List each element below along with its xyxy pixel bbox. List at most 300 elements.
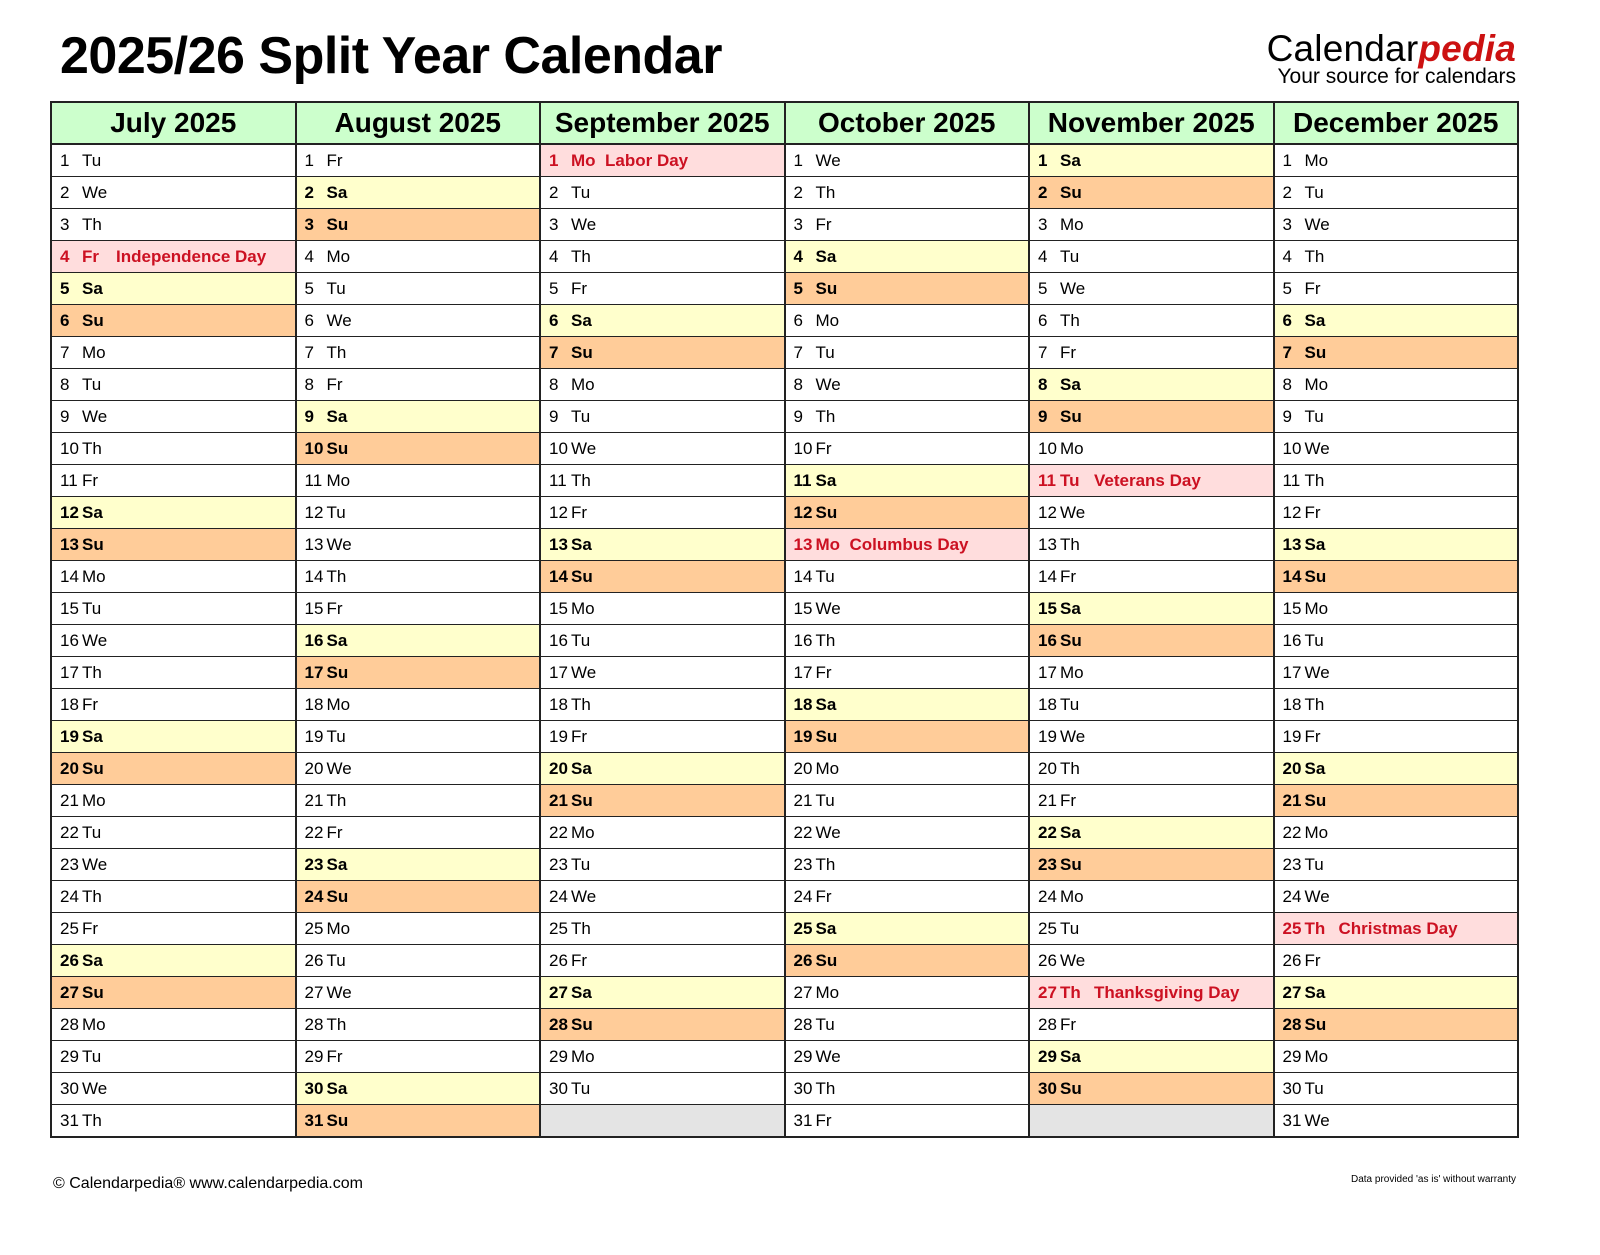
day-cell (1274, 1105, 1519, 1138)
day-number: 7 (60, 342, 70, 362)
month-header: August 2025 (296, 102, 541, 144)
day-cell (785, 881, 1030, 913)
day-number: 19 (60, 726, 79, 746)
day-cell (1029, 913, 1274, 945)
day-cell (785, 433, 1030, 465)
day-number: 29 (1282, 1046, 1302, 1066)
calendar-row (51, 305, 1518, 337)
day-number: 1 (1038, 150, 1048, 170)
weekday: Th (1060, 310, 1080, 330)
calendar-row (51, 369, 1518, 401)
weekday: We (326, 982, 352, 1002)
day-cell (51, 305, 296, 337)
weekday: We (1304, 214, 1330, 234)
day-cell (540, 945, 785, 977)
day-cell (540, 785, 785, 817)
day-cell (1274, 1041, 1519, 1073)
weekday: Tu (815, 342, 835, 362)
weekday: Th (82, 886, 102, 906)
day-cell (785, 1073, 1030, 1105)
day-number: 22 (1282, 822, 1302, 842)
day-cell (785, 369, 1030, 401)
day-cell (51, 497, 296, 529)
holiday-name: Independence Day (116, 246, 267, 266)
day-number: 28 (1038, 1014, 1057, 1034)
day-number: 5 (304, 278, 314, 298)
weekday: Fr (815, 662, 832, 682)
weekday: We (815, 822, 841, 842)
weekday: Tu (82, 822, 102, 842)
weekday: Su (815, 278, 838, 298)
calendar-body (51, 144, 1518, 1137)
day-cell (296, 657, 541, 689)
weekday: Sa (82, 726, 103, 746)
day-cell (785, 689, 1030, 721)
day-number: 12 (793, 502, 813, 522)
day-cell (51, 945, 296, 977)
weekday: Su (815, 726, 838, 746)
day-cell (296, 209, 541, 241)
day-number: 28 (1282, 1014, 1302, 1034)
weekday: Mo (82, 1014, 106, 1034)
day-cell (785, 657, 1030, 689)
day-number: 30 (304, 1078, 324, 1098)
day-number: 27 (549, 982, 568, 1002)
day-number: 4 (549, 246, 559, 266)
weekday: Fr (1060, 1014, 1077, 1034)
empty-day-cell (1029, 1105, 1274, 1138)
day-number: 5 (60, 278, 70, 298)
day-cell (296, 305, 541, 337)
day-cell (51, 433, 296, 465)
day-number: 20 (304, 758, 324, 778)
day-cell (1274, 273, 1519, 305)
day-number: 23 (793, 854, 813, 874)
day-cell (51, 849, 296, 881)
day-number: 24 (304, 886, 324, 906)
day-cell (296, 1041, 541, 1073)
weekday: Su (82, 982, 104, 1002)
day-cell (1029, 465, 1274, 497)
day-number: 14 (304, 566, 324, 586)
day-cell (540, 1041, 785, 1073)
day-cell (1274, 144, 1519, 177)
day-cell (1274, 465, 1519, 497)
day-cell (296, 1073, 541, 1105)
brand-logo[interactable] (1267, 30, 1516, 87)
day-number: 15 (60, 598, 79, 618)
day-cell (785, 721, 1030, 753)
weekday: Fr (1060, 566, 1077, 586)
weekday: Fr (571, 726, 588, 746)
day-number: 3 (304, 214, 314, 234)
holiday-name: Columbus Day (849, 534, 969, 554)
day-number: 4 (793, 246, 803, 266)
day-cell (540, 337, 785, 369)
day-number: 12 (60, 502, 79, 522)
weekday: Fr (82, 470, 99, 490)
weekday: Sa (1304, 982, 1326, 1002)
day-number: 29 (60, 1046, 79, 1066)
day-cell (51, 1041, 296, 1073)
day-cell (540, 177, 785, 209)
day-cell (1029, 593, 1274, 625)
day-cell (1029, 144, 1274, 177)
weekday: Fr (326, 150, 343, 170)
calendar-row (51, 913, 1518, 945)
day-number: 13 (304, 534, 324, 554)
weekday: We (815, 150, 841, 170)
day-cell (540, 561, 785, 593)
day-number: 28 (549, 1014, 568, 1034)
weekday: Th (815, 630, 836, 650)
day-cell (1029, 817, 1274, 849)
day-cell (1029, 497, 1274, 529)
day-cell (1274, 497, 1519, 529)
weekday: Tu (326, 950, 346, 970)
day-number: 16 (793, 630, 813, 650)
day-cell (296, 945, 541, 977)
day-number: 21 (1282, 790, 1302, 810)
day-number: 25 (1282, 918, 1302, 938)
weekday: Su (326, 1110, 349, 1130)
day-number: 9 (60, 406, 70, 426)
weekday: Fr (815, 438, 832, 458)
month-header: September 2025 (540, 102, 785, 144)
day-number: 31 (60, 1110, 79, 1130)
weekday: Sa (1304, 758, 1326, 778)
month-header: October 2025 (785, 102, 1030, 144)
weekday: Mo (326, 694, 351, 714)
weekday: We (1304, 662, 1330, 682)
day-cell (1029, 209, 1274, 241)
day-number: 20 (1282, 758, 1302, 778)
day-number: 30 (1038, 1078, 1057, 1098)
calendar-row (51, 689, 1518, 721)
day-number: 10 (304, 438, 324, 458)
weekday: We (1060, 502, 1086, 522)
weekday: Fr (326, 598, 343, 618)
day-cell (1029, 337, 1274, 369)
day-cell (540, 625, 785, 657)
weekday: Sa (326, 406, 348, 426)
weekday: Th (815, 854, 836, 874)
weekday: Fr (82, 694, 99, 714)
day-number: 25 (60, 918, 79, 938)
weekday: Tu (82, 374, 102, 394)
holiday-name: Christmas Day (1338, 918, 1458, 938)
weekday: Tu (82, 1046, 102, 1066)
day-number: 2 (304, 182, 314, 202)
day-number: 23 (1282, 854, 1302, 874)
holiday-name: Veterans Day (1094, 470, 1201, 490)
day-cell (51, 465, 296, 497)
day-number: 1 (304, 150, 314, 170)
day-cell (296, 977, 541, 1009)
day-cell (1274, 561, 1519, 593)
day-cell (785, 305, 1030, 337)
day-number: 2 (60, 182, 70, 202)
weekday: Th (1304, 246, 1325, 266)
day-cell (785, 497, 1030, 529)
day-cell (1274, 689, 1519, 721)
calendar-row (51, 625, 1518, 657)
day-number: 15 (304, 598, 324, 618)
day-number: 16 (1282, 630, 1302, 650)
day-number: 11 (60, 470, 78, 490)
calendar-row (51, 241, 1518, 273)
day-number: 18 (549, 694, 568, 714)
weekday: Th (1304, 470, 1325, 490)
calendar-row (51, 209, 1518, 241)
weekday: Mo (1304, 374, 1329, 394)
day-number: 17 (1282, 662, 1302, 682)
day-number: 11 (304, 470, 323, 490)
day-number: 17 (1038, 662, 1057, 682)
disclaimer-footer: Data provided 'as is' without warranty (1350, 1174, 1516, 1185)
day-number: 30 (549, 1078, 568, 1098)
weekday: Th (571, 246, 591, 266)
day-number: 9 (1038, 406, 1048, 426)
day-cell (1029, 977, 1274, 1009)
day-cell (296, 689, 541, 721)
day-cell (785, 913, 1030, 945)
day-number: 6 (304, 310, 314, 330)
weekday: We (571, 214, 597, 234)
weekday: Tu (1060, 470, 1080, 490)
holiday-name: Thanksgiving Day (1094, 982, 1240, 1002)
day-cell (1274, 433, 1519, 465)
weekday: Su (1304, 790, 1327, 810)
weekday: Th (326, 790, 347, 810)
day-cell (540, 849, 785, 881)
day-cell (540, 209, 785, 241)
day-cell (785, 209, 1030, 241)
day-number: 5 (549, 278, 559, 298)
day-cell (51, 241, 296, 273)
weekday: Sa (326, 630, 348, 650)
day-cell (296, 753, 541, 785)
day-cell (51, 401, 296, 433)
day-number: 10 (793, 438, 813, 458)
calendar-row (51, 433, 1518, 465)
weekday: Th (571, 470, 591, 490)
weekday: Fr (1304, 950, 1321, 970)
day-cell (296, 177, 541, 209)
weekday: Sa (326, 1078, 348, 1098)
day-cell (1274, 337, 1519, 369)
day-cell (1029, 881, 1274, 913)
day-cell (1274, 817, 1519, 849)
day-number: 18 (793, 694, 813, 714)
weekday: Su (1060, 182, 1082, 202)
day-cell (51, 177, 296, 209)
weekday: We (571, 886, 597, 906)
day-number: 30 (60, 1078, 79, 1098)
weekday: Sa (82, 502, 103, 522)
day-number: 28 (793, 1014, 813, 1034)
day-number: 24 (1038, 886, 1057, 906)
day-cell (785, 1009, 1030, 1041)
day-cell (51, 657, 296, 689)
day-number: 25 (549, 918, 568, 938)
day-number: 19 (549, 726, 568, 746)
day-cell (785, 593, 1030, 625)
day-cell (296, 625, 541, 657)
day-cell (51, 817, 296, 849)
weekday: We (82, 630, 108, 650)
weekday: Sa (326, 854, 348, 874)
weekday: Mo (815, 758, 840, 778)
day-cell (296, 721, 541, 753)
weekday: Su (326, 214, 349, 234)
day-number: 22 (60, 822, 79, 842)
day-number: 16 (1038, 630, 1057, 650)
day-cell (785, 625, 1030, 657)
day-cell (51, 625, 296, 657)
day-number: 27 (1038, 982, 1057, 1002)
day-number: 17 (60, 662, 79, 682)
weekday: Th (326, 1014, 347, 1034)
weekday: Th (815, 182, 836, 202)
day-cell (296, 593, 541, 625)
weekday: We (1060, 278, 1086, 298)
day-number: 20 (1038, 758, 1057, 778)
day-number: 5 (793, 278, 803, 298)
day-number: 30 (793, 1078, 813, 1098)
day-number: 23 (1038, 854, 1057, 874)
calendar-table (50, 101, 1519, 1138)
day-number: 2 (793, 182, 803, 202)
calendar-row (51, 1073, 1518, 1105)
weekday: Fr (571, 278, 588, 298)
weekday: Sa (1060, 374, 1081, 394)
weekday: Th (326, 342, 347, 362)
day-cell (1274, 881, 1519, 913)
day-number: 15 (793, 598, 813, 618)
weekday: Sa (82, 950, 103, 970)
day-cell (1029, 305, 1274, 337)
weekday: Th (82, 438, 102, 458)
calendar-row (51, 273, 1518, 305)
day-cell (51, 273, 296, 305)
day-number: 11 (1038, 470, 1056, 490)
day-cell (1274, 209, 1519, 241)
day-number: 6 (793, 310, 803, 330)
weekday: Sa (1304, 534, 1326, 554)
calendar-row (51, 529, 1518, 561)
day-number: 17 (549, 662, 568, 682)
day-number: 4 (1038, 246, 1048, 266)
day-number: 3 (60, 214, 70, 234)
day-cell (51, 593, 296, 625)
weekday: Fr (82, 918, 99, 938)
day-number: 22 (793, 822, 813, 842)
day-number: 22 (304, 822, 324, 842)
day-number: 13 (1282, 534, 1302, 554)
day-cell (51, 785, 296, 817)
weekday: Th (1060, 758, 1080, 778)
calendar-row (51, 337, 1518, 369)
day-number: 22 (1038, 822, 1057, 842)
day-number: 6 (60, 310, 70, 330)
day-cell (785, 753, 1030, 785)
day-cell (785, 337, 1030, 369)
weekday: We (571, 662, 597, 682)
day-number: 16 (60, 630, 79, 650)
weekday: Mo (1304, 598, 1329, 618)
weekday: Su (326, 886, 349, 906)
day-cell (296, 369, 541, 401)
day-cell (296, 529, 541, 561)
day-cell (296, 1009, 541, 1041)
day-number: 24 (60, 886, 79, 906)
calendar-row (51, 721, 1518, 753)
day-number: 26 (793, 950, 813, 970)
weekday: Su (82, 758, 104, 778)
day-number: 12 (1282, 502, 1302, 522)
day-number: 19 (304, 726, 324, 746)
weekday: Sa (1060, 822, 1081, 842)
day-number: 26 (1038, 950, 1057, 970)
weekday: Mo (326, 470, 351, 490)
day-number: 27 (1282, 982, 1302, 1002)
weekday: Mo (815, 982, 840, 1002)
day-number: 29 (549, 1046, 568, 1066)
day-cell (540, 881, 785, 913)
calendar-row (51, 785, 1518, 817)
day-cell (540, 465, 785, 497)
day-cell (785, 144, 1030, 177)
day-number: 22 (549, 822, 568, 842)
day-cell (296, 817, 541, 849)
day-number: 25 (304, 918, 324, 938)
day-cell (785, 465, 1030, 497)
weekday: Su (1304, 342, 1327, 362)
day-cell (1274, 721, 1519, 753)
weekday: Mo (571, 1046, 595, 1066)
day-number: 8 (1038, 374, 1048, 394)
day-number: 7 (793, 342, 803, 362)
day-number: 24 (1282, 886, 1302, 906)
day-cell (540, 144, 785, 177)
day-number: 17 (304, 662, 324, 682)
day-number: 9 (793, 406, 803, 426)
day-cell (51, 913, 296, 945)
weekday: Su (326, 662, 349, 682)
weekday: We (82, 182, 108, 202)
day-number: 15 (1282, 598, 1302, 618)
day-number: 10 (1282, 438, 1302, 458)
day-number: 9 (549, 406, 559, 426)
day-cell (1029, 689, 1274, 721)
day-cell (296, 881, 541, 913)
day-cell (1274, 593, 1519, 625)
day-number: 21 (1038, 790, 1057, 810)
weekday: Tu (571, 406, 591, 426)
day-number: 12 (549, 502, 568, 522)
day-cell (785, 401, 1030, 433)
day-number: 18 (304, 694, 324, 714)
day-cell (540, 305, 785, 337)
day-cell (296, 465, 541, 497)
day-number: 3 (549, 214, 559, 234)
weekday: Tu (1304, 406, 1324, 426)
weekday: Fr (326, 822, 343, 842)
day-cell (51, 753, 296, 785)
weekday: Su (82, 310, 104, 330)
day-number: 26 (60, 950, 79, 970)
